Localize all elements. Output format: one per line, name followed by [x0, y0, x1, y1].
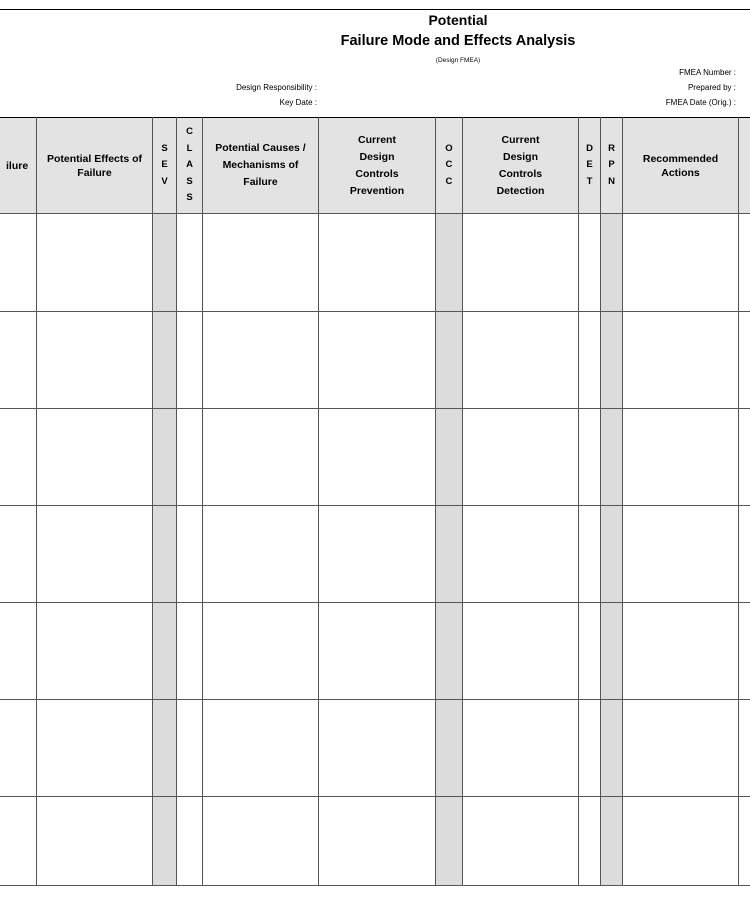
- col-recommended: [623, 118, 738, 213]
- col-divider: [318, 117, 319, 885]
- col-effects-label: Potential Effects of Failure: [46, 152, 143, 179]
- col-detection: [463, 118, 578, 213]
- col-causes-label: Potential Causes / Mechanisms of Failure: [215, 142, 306, 188]
- fmea-date-label: FMEA Date (Orig.) :: [665, 98, 736, 107]
- subtitle: (Design FMEA): [435, 57, 481, 64]
- col-det: [579, 118, 600, 213]
- row-divider: [0, 602, 750, 603]
- title-potential: Potential: [428, 12, 488, 28]
- row-divider: [0, 505, 750, 506]
- col-detection-label: Current Design Controls Detection: [496, 133, 545, 197]
- col-divider: [176, 117, 177, 885]
- col-divider: [600, 117, 601, 885]
- col-prevention: [319, 118, 435, 213]
- rpn-column-shade: [601, 213, 622, 885]
- col-recommended-label: Recommended Actions: [642, 152, 719, 179]
- col-divider: [738, 117, 739, 885]
- col-det-label: D E T: [586, 142, 593, 187]
- table-bottom-border: [0, 885, 750, 886]
- col-occ: [436, 118, 462, 213]
- sev-column-shade: [153, 213, 176, 885]
- row-divider: [0, 796, 750, 797]
- col-divider: [622, 117, 623, 885]
- col-causes: [203, 118, 318, 213]
- col-divider: [578, 117, 579, 885]
- col-divider: [435, 117, 436, 885]
- col-divider: [202, 117, 203, 885]
- col-failure-mode: [0, 118, 36, 213]
- col-sev-label: S E V: [161, 142, 168, 187]
- col-effects: [37, 118, 152, 213]
- top-border: [0, 9, 750, 10]
- col-sev: [153, 118, 176, 213]
- col-prevention-label: Current Design Controls Prevention: [349, 133, 405, 197]
- occ-column-shade: [436, 213, 462, 885]
- prepared-by-label: Prepared by :: [687, 83, 736, 92]
- fmea-number-label: FMEA Number :: [679, 68, 736, 77]
- design-responsibility-label: Design Responsibility :: [236, 83, 317, 92]
- col-divider: [462, 117, 463, 885]
- row-divider: [0, 213, 750, 214]
- col-class-label: C L A S S: [186, 126, 193, 204]
- col-rpn: [601, 118, 622, 213]
- key-date-label: Key Date :: [279, 98, 317, 107]
- page-title: Failure Mode and Effects Analysis: [340, 33, 576, 49]
- col-occ-label: O C C: [445, 142, 453, 187]
- row-divider: [0, 311, 750, 312]
- col-class: [177, 118, 202, 213]
- row-divider: [0, 408, 750, 409]
- col-rpn-label: R P N: [608, 142, 615, 187]
- col-divider: [36, 117, 37, 885]
- col-divider: [152, 117, 153, 885]
- col-failure-mode-label: ilure: [6, 159, 29, 172]
- row-divider: [0, 699, 750, 700]
